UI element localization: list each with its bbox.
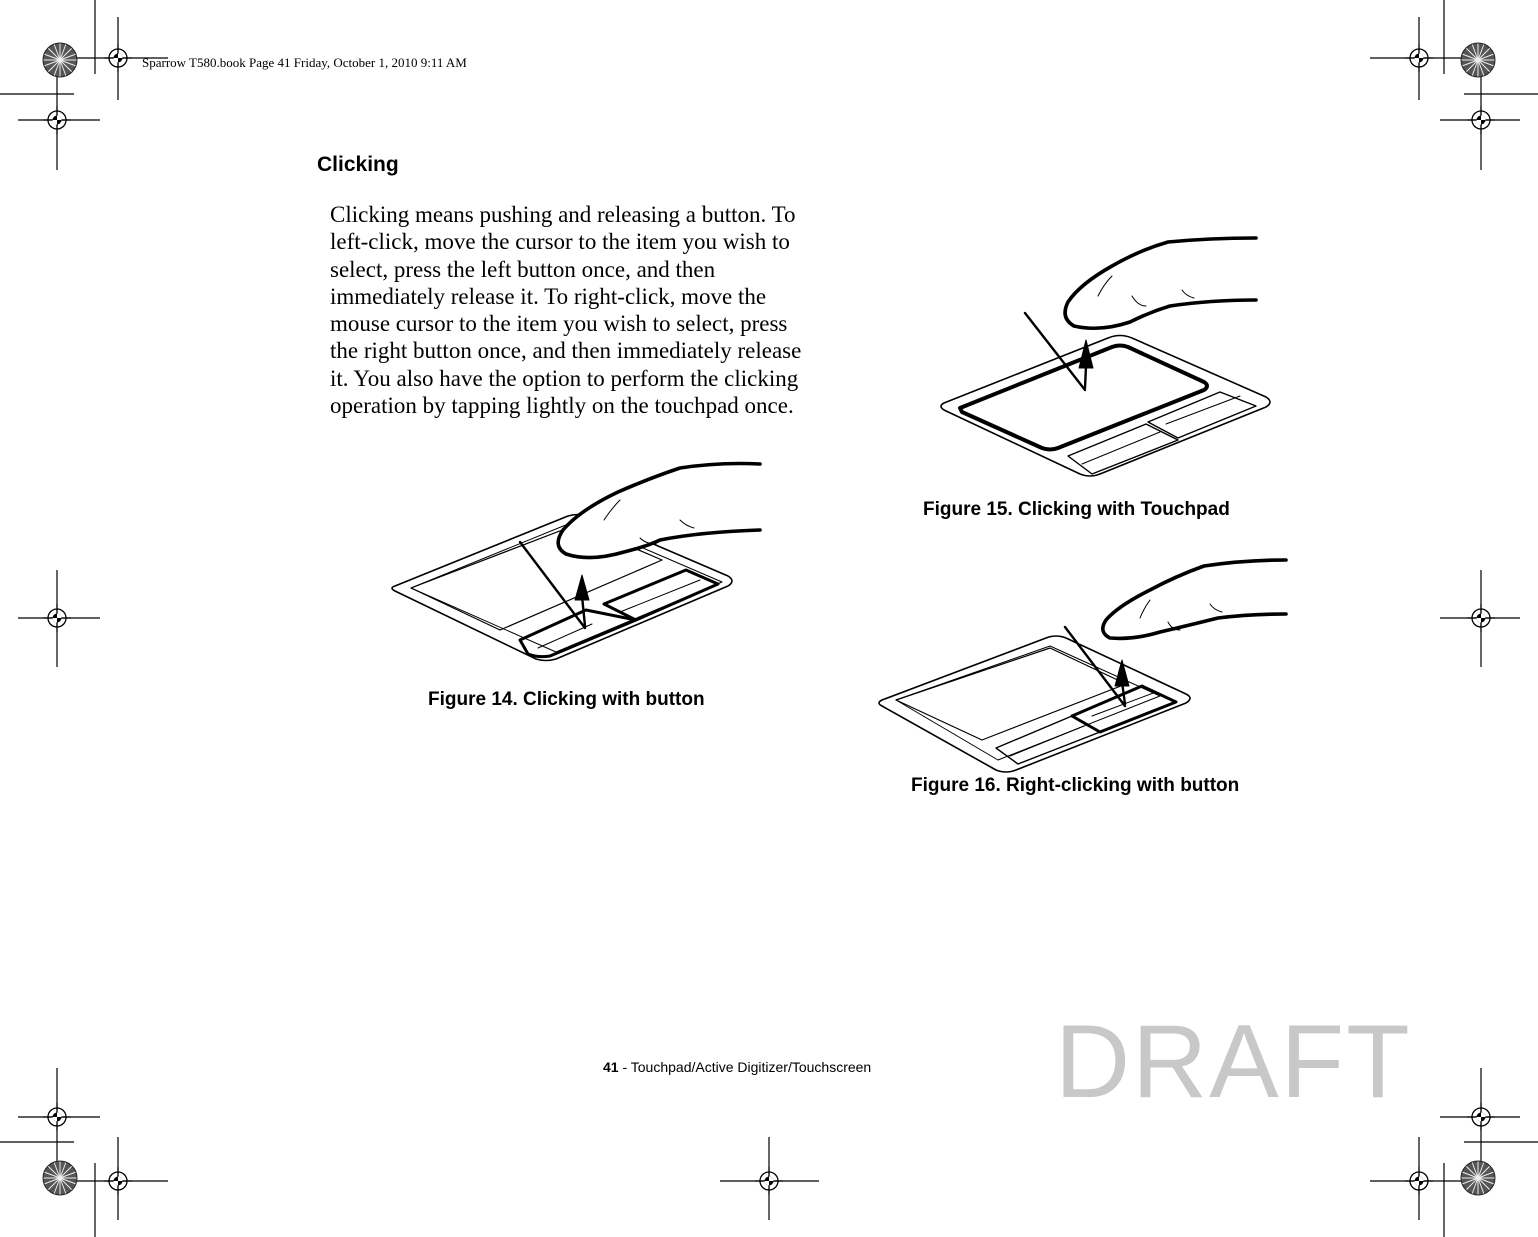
figure-16-caption: Figure 16. Right-clicking with button [911,775,1240,796]
page-footer [603,1059,871,1075]
draft-watermark: DRAFT [1055,1004,1412,1120]
body-paragraph [330,201,835,419]
body-line: mouse cursor to the item you wish to select, press [330,311,788,337]
body-line: operation by tapping lightly on the touchpad once. [330,393,794,419]
figure-14-caption: Figure 14. Clicking with button [428,689,705,710]
body-line: it. You also have the option to perform the clicking [330,365,799,391]
print-slug: Sparrow T580.book Page 41 Friday, October 1, 2010 9:11 AM [142,55,467,70]
footer-section: - Touchpad/Active Digitizer/Touchscreen [618,1059,872,1075]
body-line: the right button once, and then immediately release [330,338,802,364]
figure-15-caption: Figure 15. Clicking with Touchpad [923,499,1230,520]
page-number: 41 [603,1059,619,1075]
body-line: left-click, move the cursor to the item you wish to [330,229,790,255]
body-line: Clicking means pushing and releasing a button. To [330,202,796,227]
body-line: immediately release it. To right-click, move the [330,283,767,309]
section-heading: Clicking [317,153,399,176]
body-line: select, press the left button once, and then [330,256,716,282]
